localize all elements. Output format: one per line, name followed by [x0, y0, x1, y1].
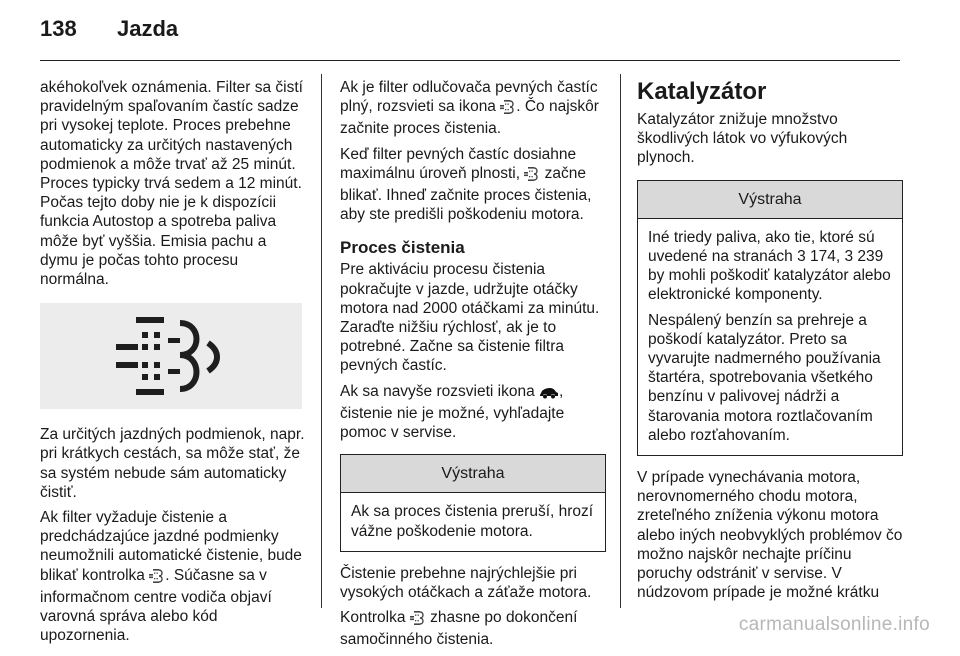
- particle-filter-icon: [106, 311, 236, 401]
- particle-filter-warning-icon: [500, 100, 516, 119]
- section-subheading: Proces čistenia: [340, 238, 465, 258]
- paragraph: Keď filter pevných častíc dosiahne maximálnu úroveň plnosti, začne blikať. Ihneď začnite proces čistenia, aby ste predišli poškodeniu motora.: [340, 145, 592, 224]
- page-number: 138: [40, 16, 77, 41]
- warning-box: [340, 454, 606, 552]
- section-title: Katalyzátor: [637, 78, 767, 105]
- particle-filter-warning-icon: [149, 569, 165, 588]
- particle-filter-warning-icon: [524, 167, 540, 186]
- paragraph: Pre aktiváciu procesu čistenia pokračujte v jazde, udržujte otáčky motora nad 2000 otáčkami za minútu. Zaraďte nižšiu rýchlosť, ak je to potrebné. Začne sa čistenie filtra pevných častíc.: [340, 261, 600, 375]
- warning-text: Iné triedy paliva, ako tie, ktoré sú uvedené na stranách 3 174, 3 239 by mohli poškodiť katalyzátor alebo elektronické komponenty.: [648, 228, 891, 304]
- column-rule-1: [321, 74, 322, 608]
- paragraph: Ak je filter odlučovača pevných častíc plný, rozsvieti sa ikona . Čo najskôr začnite proces čistenia.: [340, 79, 599, 138]
- warning-box: [637, 180, 903, 456]
- warning-text: Nespálený benzín sa prehreje a poškodí katalyzátor. Preto sa vyvarujte nadmerného používania štartéra, spotrebovania všetkého benzínu v palivovej nádrži a štarovania motora roztlačovaním alebo rozťahovaním.: [648, 311, 881, 444]
- paragraph: Čistenie prebehne najrýchlejšie pri vysokých otáčkach a záťaže motora.: [340, 564, 592, 602]
- column-1: [40, 78, 306, 651]
- warning-text: Ak sa proces čistenia preruší, hrozí vážne poškodenie motora.: [351, 503, 594, 540]
- paragraph: akéhokoľvek oznámenia. Filter sa čistí pravidelným spaľovaním častíc sadze pri vysokej teplote. Proces prebehne automaticky za určitých nastavených podmienok a môže trvať až 25 minút. Proces typicky trvá sedem a 12 minút. Počas tejto doby nie je k dispozícii funkcia Autostop a spotreba paliva môže byť vyššia. Emisia pachu a dymu je počas tohto procesu normálna.: [40, 79, 303, 289]
- paragraph: Ak filter vyžaduje čistenie a predchádzajúce jazdné podmienky neumožnili automatické čistenie, bude blikať kontrolka . Súčasne sa v informačnom centre vodiča objaví varovná správa alebo kód upozornenia.: [40, 509, 302, 645]
- watermark: carmanualsonline.info: [738, 614, 930, 635]
- column-2: [340, 78, 606, 656]
- warning-title: Výstraha: [638, 181, 902, 219]
- car-service-icon: [539, 385, 559, 404]
- page-title: Jazda: [117, 16, 179, 41]
- column-rule-2: [620, 74, 621, 608]
- paragraph: Za určitých jazdných podmienok, napr. pri krátkych cestách, sa môže stať, že sa systém nebude sám automaticky čistiť.: [40, 426, 305, 501]
- paragraph: Katalyzátor znižuje množstvo škodlivých látok vo výfukových plynoch.: [637, 111, 848, 167]
- column-3: [637, 78, 903, 608]
- paragraph: Kontrolka zhasne po dokončení samočinného čistenia.: [340, 609, 578, 649]
- paragraph: V prípade vynechávania motora, nerovnomerného chodu motora, zreteľného zníženia výkonu motora alebo iných neobvyklých problémov čo možno najskôr nechajte príčinu poruchy odstrániť v servise. V núdzovom prípade je možné krátku: [637, 469, 903, 602]
- header-rule: [40, 60, 900, 61]
- particle-filter-warning-icon: [410, 611, 426, 630]
- warning-title: Výstraha: [341, 455, 605, 493]
- paragraph: Ak sa navyše rozsvieti ikona , čistenie nie je možné, vyhľadajte pomoc v servise.: [340, 382, 565, 442]
- particle-filter-illustration: [40, 303, 302, 409]
